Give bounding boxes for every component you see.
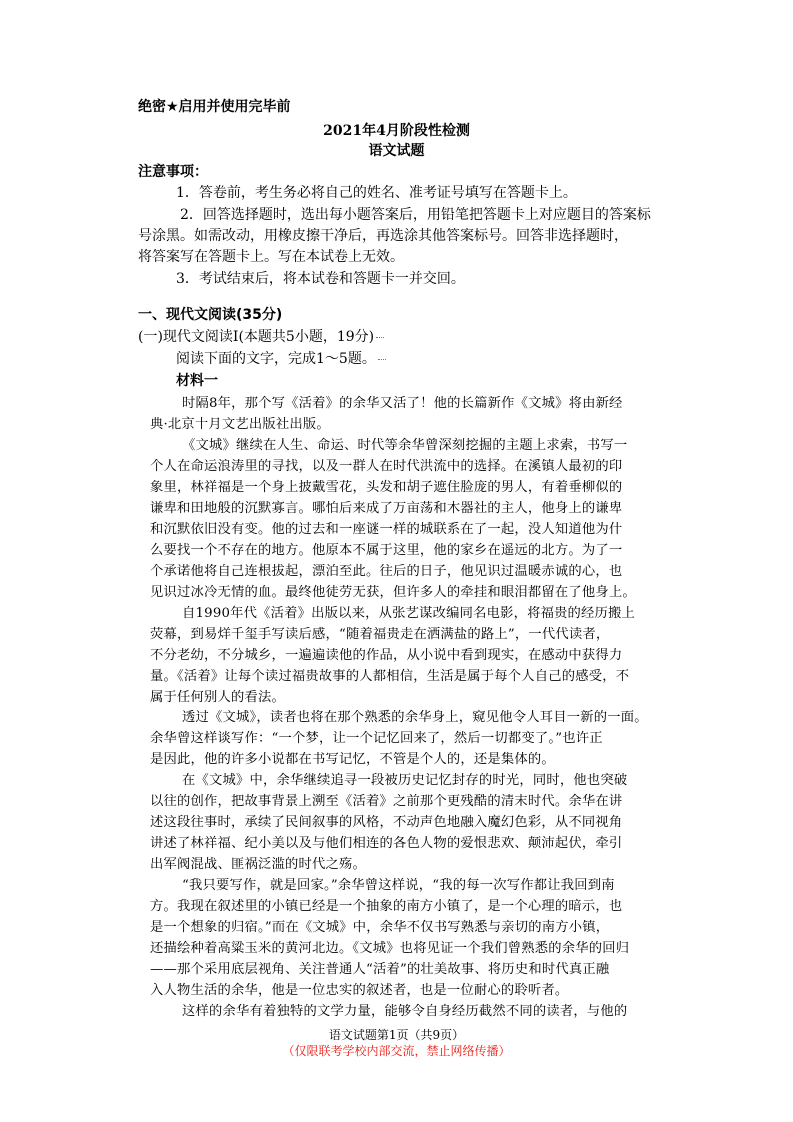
notice-line: 3．考试结束后，将本试卷和答题卡一并交回。 <box>176 271 465 287</box>
body-line: 是一个想象的归宿。”而在《文城》中，余华不仅书写熟悉与亲切的南方小镇， <box>150 920 610 935</box>
notice-line: 1．答卷前，考生务必将自己的姓名、准考证号填写在答题卡上。 <box>176 185 577 201</box>
body-line: 个人在命运浪涛里的寻找，以及一群人在时代洪流中的选择。在溪镇人最初的印 <box>150 459 623 474</box>
body-line: 述这段往事时，承续了民间叙事的风格，不动声色地融入魔幻色彩，从不同视角 <box>150 815 623 830</box>
body-line: 余华曾这样谈写作：“一个梦，让一个记忆回来了，然后一切都变了。”也许正 <box>150 731 603 746</box>
exam-title: 2021年4月阶段性检测 <box>323 123 470 139</box>
body-line: 以往的创作，把故事背景上溯至《活着》之前那个更残酷的清末时代。余华在讲 <box>150 794 623 809</box>
body-line: 这样的余华有着独特的文学力量，能够令自身经历截然不同的读者，与他的 <box>182 1004 628 1019</box>
body-line: 方。我现在叙述里的小镇已经是一个抽象的南方小镇了，是一个心理的暗示，也 <box>150 899 623 914</box>
material-heading: 材料一 <box>176 373 218 389</box>
body-line: 透过《文城》，读者也将在那个熟悉的余华身上，窥见他令人耳目一新的一面。 <box>182 710 648 725</box>
section-title: 一、现代文阅读(35分) <box>138 307 283 323</box>
notice-heading: 注意事项： <box>138 164 208 180</box>
body-line: 入人物生活的余华，他是一位忠实的叙述者，也是一位耐心的聆听者。 <box>150 983 569 998</box>
body-line: 象里，林祥福是一个身上披戴雪花，头发和胡子遮住脸庞的男人，有着垂柳似的 <box>150 480 623 495</box>
body-line: 出军阀混战、匪祸泛滥的时代之殇。 <box>150 857 366 872</box>
body-line: 时隔8年，那个写《活着》的余华又活了！他的长篇新作《文城》将由新经 <box>182 396 623 411</box>
body-line: 谦卑和田地般的沉默寡言。哪怕后来成了万亩荡和木器社的主人，他身上的谦卑 <box>150 501 623 516</box>
body-line: 不分老幼，不分城乡，一遍遍读他的作品，从小说中看到现实，在感动中获得力 <box>150 648 623 663</box>
section-instruction: 阅读下面的文字，完成1～5题。 <box>176 348 386 368</box>
body-line: 荧幕，到易烊千玺手写读后感，“随着福贵走在洒满盐的路上”，一代代读者， <box>150 627 610 642</box>
notice-line: 号涂黑。如需改动，用橡皮擦干净后，再选涂其他答案标号。回答非选择题时， <box>138 228 628 244</box>
body-line: 还描绘种着高粱玉米的黄河北边。《文城》也将见证一个我们曾熟悉的余华的回归 <box>150 941 630 956</box>
body-line: 么要找一个不存在的地方。他原本不属于这里，他的家乡在遥远的北方。为了一 <box>150 543 623 558</box>
notice-line: 将答案写在答题卡上。写在本试卷上无效。 <box>138 249 404 265</box>
body-line: 典·北京十月文艺出版社出版。 <box>150 417 330 432</box>
body-line: 《文城》继续在人生、命运、时代等余华曾深刻挖掘的主题上求索，书写一 <box>182 438 628 453</box>
body-line: 自1990年代《活着》出版以来，从张艺谋改编同名电影，将福贵的经历搬上 <box>182 606 636 621</box>
body-line: “我只要写作，就是回家。”余华曾这样说，“我的每一次写作都让我回到南 <box>182 878 615 893</box>
body-line: 见识过冰冷无情的血。最终他徒劳无获，但许多人的牵挂和眼泪都留在了他身上。 <box>150 585 636 600</box>
body-line: 和沉默依旧没有变。他的过去和一座谜一样的城联系在了一起，没人知道他为什 <box>150 522 623 537</box>
body-line: 个承诺他将自己连根拔起，漂泊至此。往后的日子，他见识过温暖赤诚的心，也 <box>150 564 623 579</box>
body-line: 在《文城》中，余华继续追寻一段被历史记忆封存的时光，同时，他也突破 <box>182 773 628 788</box>
body-line: 讲述了林祥福、纪小美以及与他们相连的各色人物的爱恨悲欢、颠沛起伏，牵引 <box>150 836 623 851</box>
body-line: 量。《活着》让每个读过福贵故事的人都相信，生活是属于每个人自己的感受，不 <box>150 669 630 684</box>
section-subtitle: (一)现代文阅读Ⅰ(本题共5小题，19分) <box>138 326 384 346</box>
body-line: ——那个采用底层视角、关注普通人“活着”的壮美故事、将历史和时代真正融 <box>150 962 610 977</box>
page-number: 语文试题第1页（共9页） <box>328 1028 465 1042</box>
notice-line: 2．回答选择题时，选出每小题答案后，用铅笔把答题卡上对应题目的答案标 <box>180 207 651 223</box>
body-line: 是因此，他的许多小说都在书写记忆，不管是个人的，还是集体的。 <box>150 752 555 767</box>
secret-label: 绝密★启用并使用完毕前 <box>138 99 291 115</box>
body-line: 属于任何别人的看法。 <box>150 690 285 705</box>
distribution-notice: （仅限联考学校内部交流，禁止网络传播） <box>282 1044 511 1058</box>
subject-title: 语文试题 <box>368 143 425 159</box>
